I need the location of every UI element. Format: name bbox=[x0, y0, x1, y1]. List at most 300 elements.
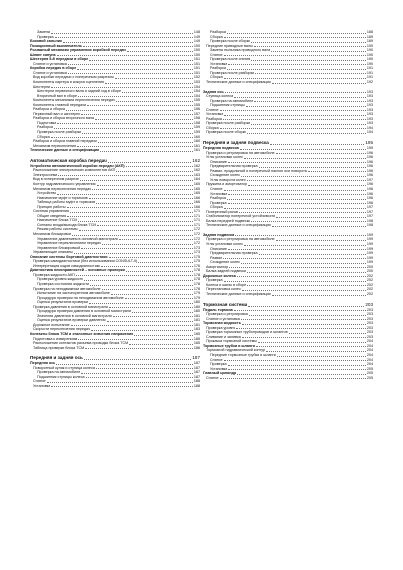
toc-entry-title: Разборка и сборка вторичного вала bbox=[33, 116, 95, 121]
dot-leader bbox=[138, 262, 193, 263]
toc-entry-page: 188 bbox=[366, 30, 373, 34]
toc-entry-page: 199 bbox=[366, 260, 373, 265]
dot-leader bbox=[85, 348, 193, 349]
dot-leader bbox=[247, 133, 365, 134]
dot-leader bbox=[96, 368, 193, 369]
toc-entry-title: Углы поворота колес bbox=[210, 177, 246, 182]
dot-leader bbox=[248, 306, 364, 307]
toc-entry-title: Проверка после снятия bbox=[210, 57, 251, 62]
toc-entry-title: Проверка bbox=[37, 34, 54, 39]
toc-right-column bbox=[203, 30, 373, 380]
toc-entry-page: 165 bbox=[193, 181, 200, 186]
toc-entry-page: 172 bbox=[193, 241, 200, 246]
dot-leader bbox=[57, 55, 193, 56]
toc-entry-title: Проверка и регулировка на автомобиле bbox=[206, 150, 275, 155]
dot-leader bbox=[126, 271, 193, 272]
toc-entry-page: 151 bbox=[193, 66, 200, 71]
toc-entry-title: Проверка тормозных трубопроводов и шлангов bbox=[206, 330, 288, 335]
toc-entry-title: Установка bbox=[206, 112, 224, 117]
toc-entry-title: Передняя и задняя подвеска bbox=[203, 140, 269, 146]
dot-leader bbox=[241, 263, 366, 264]
toc-entry-page: 200 bbox=[366, 264, 373, 269]
dot-leader bbox=[71, 325, 193, 326]
toc-entry-title: Снятие и установка bbox=[33, 61, 67, 66]
dot-leader bbox=[78, 221, 192, 222]
toc-entry-title: Контур гидравлического управления bbox=[33, 181, 96, 186]
dot-leader bbox=[79, 230, 193, 231]
toc-entry-title: Управление давлением в основной магистрали bbox=[37, 236, 119, 241]
toc-entry-page: 187 bbox=[193, 365, 200, 370]
dot-leader bbox=[234, 97, 366, 98]
dot-leader bbox=[51, 386, 192, 387]
toc-entry-page: 196 bbox=[366, 168, 373, 173]
dot-leader bbox=[78, 339, 193, 340]
toc-entry-title: Сливание и заливка bbox=[206, 334, 241, 339]
dot-leader bbox=[51, 137, 193, 138]
toc-entry-title: Схождение колес bbox=[210, 260, 240, 265]
dot-leader bbox=[108, 162, 191, 163]
toc-entry-title: Проверка состояния жидкости bbox=[37, 281, 90, 286]
toc-entry-page: 196 bbox=[366, 200, 373, 205]
toc-entry-title: Стабилизатор поперечной устойчивости bbox=[206, 214, 276, 219]
dot-leader bbox=[82, 133, 193, 134]
toc-entry-title: Контакты блока ТСМ и эталонные значения напряжения bbox=[30, 332, 134, 336]
dot-leader bbox=[271, 51, 366, 52]
toc-entry-page: 186 bbox=[193, 345, 200, 350]
toc-entry-title: Разборка и сборка bbox=[33, 107, 65, 112]
toc-entry-title: Вид в поперечном разрезе bbox=[33, 177, 79, 182]
toc-entry-page: 199 bbox=[366, 237, 373, 242]
dot-leader bbox=[249, 315, 366, 316]
toc-entry-page: 205 bbox=[366, 375, 373, 380]
dot-leader bbox=[227, 33, 366, 34]
toc-entry-page: 204 bbox=[366, 353, 373, 357]
toc-entry-page: 196 bbox=[366, 191, 373, 196]
toc-entry-title: Проверка и регулировка на автомобиле bbox=[206, 237, 275, 242]
toc-entry-title: Компоненты главной передачи bbox=[33, 102, 87, 107]
dot-leader bbox=[97, 225, 192, 226]
toc-entry-page: 155 bbox=[193, 98, 200, 103]
toc-entry-title: Подготовка bbox=[37, 120, 57, 125]
toc-entry-title: Снятие bbox=[210, 52, 223, 57]
toc-entry-page: 153 bbox=[193, 80, 200, 85]
dot-leader bbox=[72, 235, 193, 236]
toc-entry-title: Предварительная проверка bbox=[210, 164, 258, 169]
toc-entry-page: 154 bbox=[193, 93, 200, 98]
toc-entry-title: Устройство автоматической коробки передач (АКП) bbox=[30, 163, 125, 168]
dot-leader bbox=[58, 175, 192, 176]
toc-entry-page: 173 bbox=[193, 250, 200, 255]
dot-leader bbox=[129, 344, 193, 345]
toc-entry-page: 180 bbox=[193, 300, 200, 305]
toc-entry-title: Передние приводные валы bbox=[206, 43, 253, 48]
toc-entry-title: Проверка после сборки bbox=[210, 39, 251, 44]
toc-entry-title: Предварительная проверка bbox=[210, 251, 258, 256]
toc-entry-title: Проверка на автомобиле bbox=[210, 98, 254, 103]
dot-leader bbox=[247, 272, 366, 273]
toc-entry-page: 175 bbox=[193, 259, 200, 264]
toc-entry-page: 202 bbox=[366, 287, 373, 292]
toc-entry-page: 197 bbox=[366, 214, 373, 219]
dot-leader bbox=[111, 294, 193, 295]
dot-leader bbox=[98, 142, 193, 143]
dot-leader bbox=[224, 208, 366, 209]
toc-entry-title: Проверка после сборки bbox=[206, 130, 247, 135]
toc-entry-title: Описание bbox=[210, 246, 227, 251]
toc-entry-page: 196 bbox=[366, 182, 373, 187]
dot-leader bbox=[76, 275, 193, 276]
dot-leader bbox=[132, 312, 193, 313]
dot-leader bbox=[67, 216, 193, 217]
toc-entry-title: Установка bbox=[210, 191, 228, 196]
toc-entry-title: Балка передней подвески bbox=[206, 218, 251, 223]
toc-entry-page: 200 bbox=[366, 269, 373, 274]
toc-entry-page: 163 bbox=[193, 172, 200, 177]
toc-entry-title: Передняя ось bbox=[30, 361, 56, 366]
dot-leader bbox=[55, 37, 193, 38]
dot-leader bbox=[266, 351, 366, 352]
toc-entry-page: 171 bbox=[193, 209, 200, 214]
toc-entry-page: 185 bbox=[193, 336, 200, 341]
toc-entry-title: Сборка bbox=[210, 34, 223, 39]
toc-entry-page: 150 bbox=[193, 43, 200, 48]
toc-entry-page: 199 bbox=[366, 246, 373, 251]
toc-entry-title: Шестерни первичного вала и задний ход в сборе bbox=[37, 89, 122, 94]
toc-entry-page: 179 bbox=[193, 295, 200, 300]
toc-entry-page: 187 bbox=[193, 370, 200, 375]
toc-entry-title: Первичный вал и шестерни bbox=[33, 111, 81, 116]
toc-entry-page: 205 bbox=[366, 371, 373, 376]
toc-entry-page: 202 bbox=[366, 282, 373, 287]
toc-entry-page: 178 bbox=[193, 272, 200, 277]
toc-entry-title: Дорожное испытание bbox=[33, 322, 70, 327]
dot-leader bbox=[105, 83, 193, 84]
toc-entry-title: Оценка результатов проверки bbox=[37, 300, 89, 305]
dot-leader bbox=[258, 342, 366, 343]
dot-leader bbox=[89, 198, 193, 199]
dot-leader bbox=[229, 267, 366, 268]
toc-entry-title: Подшипник ступицы колеса bbox=[37, 374, 85, 379]
toc-entry-page: 181 bbox=[193, 313, 200, 318]
toc-entry-page: 171 bbox=[193, 213, 200, 218]
dot-leader bbox=[227, 69, 366, 70]
dot-leader bbox=[228, 194, 365, 195]
toc-entry-page: 149 bbox=[193, 34, 200, 39]
toc-entry-title: Система управления bbox=[33, 209, 69, 214]
toc-entry-page: 193 bbox=[366, 107, 373, 112]
toc-entry-page: 185 bbox=[193, 341, 200, 346]
dot-leader bbox=[244, 158, 366, 159]
toc-entry-page: 202 bbox=[366, 291, 373, 296]
dot-leader bbox=[113, 316, 193, 317]
toc-entry-title: Устройство bbox=[37, 191, 57, 196]
toc-entry-page: 188 bbox=[193, 379, 200, 384]
toc-entry-page: 178 bbox=[193, 277, 200, 282]
dot-leader bbox=[237, 276, 366, 277]
dot-leader bbox=[228, 64, 365, 65]
toc-entry-page: 178 bbox=[193, 286, 200, 291]
toc-entry-title: Описание bbox=[210, 159, 227, 164]
toc-entry-title: Механизм блокировки bbox=[33, 231, 71, 236]
toc-entry-page: 197 bbox=[366, 177, 373, 182]
toc-entry-page: 194 bbox=[366, 125, 373, 130]
toc-entry-page: 172 bbox=[193, 231, 200, 236]
toc-entry-page: 160 bbox=[193, 134, 200, 139]
toc-entry[interactable] bbox=[203, 376, 373, 381]
toc-entry-page: 194 bbox=[366, 130, 373, 135]
dot-leader bbox=[80, 180, 193, 181]
toc-entry-page: 183 bbox=[193, 327, 200, 332]
dot-leader bbox=[228, 365, 366, 366]
toc-entry-title: Колеса и шины в сборе bbox=[206, 282, 247, 287]
toc-entry-title: Проверка и регулировка bbox=[206, 312, 248, 317]
toc-entry-title: Проверка на автомобиле bbox=[37, 370, 81, 375]
toc-entry-title: Шланг сапуна bbox=[30, 52, 56, 57]
toc-entry-page: 198 bbox=[366, 223, 373, 228]
toc-entry-page: 203 bbox=[366, 316, 373, 321]
dot-leader bbox=[228, 162, 366, 163]
toc-entry-title: Тормозной гидравлический контур bbox=[206, 348, 266, 353]
toc-entry-title: Установка bbox=[33, 383, 51, 388]
toc-entry-title: Сборка bbox=[37, 134, 50, 139]
toc-entry[interactable] bbox=[30, 384, 200, 389]
dot-leader bbox=[228, 203, 366, 204]
dot-leader bbox=[134, 335, 192, 336]
toc-entry-page: 166 bbox=[193, 200, 200, 205]
toc-entry-title: Проверка bbox=[206, 278, 223, 283]
toc-entry-title: Развал bbox=[210, 255, 223, 260]
toc-entry-title: Позиционный выключатель bbox=[30, 43, 82, 48]
dot-leader bbox=[242, 337, 366, 338]
dot-leader bbox=[220, 110, 366, 111]
dot-leader bbox=[246, 106, 366, 107]
toc-entry-title: Проверка самодиагностики (без использования CONSULT-II) bbox=[33, 259, 138, 264]
toc-entry-page: 180 bbox=[193, 304, 200, 309]
toc-entry-title: Коробка передач в сборе bbox=[30, 66, 77, 71]
toc-entry-title: Технические данные и спецификации bbox=[206, 80, 271, 85]
toc-entry-page: 165 bbox=[193, 191, 200, 196]
toc-entry-title: Поперечный рычаг bbox=[206, 209, 239, 214]
toc-entry-title: Ступица колеса bbox=[206, 94, 234, 99]
toc-entry-page: 173 bbox=[193, 245, 200, 250]
toc-entry-title: Замена пыльника приводного вала bbox=[210, 48, 271, 53]
toc-entry-page: 199 bbox=[366, 251, 373, 256]
dot-leader bbox=[272, 83, 366, 84]
toc-entry-title: Технические данные и спецификации bbox=[30, 148, 100, 153]
toc-entry-page: 162 bbox=[192, 157, 200, 163]
toc-entry-page: 196 bbox=[366, 150, 373, 155]
toc-entry-title: Процедура проверки на неподвижном автомобиле bbox=[37, 295, 124, 300]
toc-entry-page: 156 bbox=[193, 107, 200, 112]
dot-leader bbox=[74, 253, 193, 254]
toc-entry-title: Назначение блока ТСМ bbox=[37, 218, 78, 223]
toc-entry-title: Технические данные и спецификации bbox=[206, 291, 271, 296]
toc-entry-page: 193 bbox=[366, 103, 373, 108]
toc-entry-title: Общие сведения bbox=[37, 213, 67, 218]
toc-entry-title: Боковой сальник bbox=[30, 39, 62, 44]
toc-entry-title: Шестерня 5-й передачи в сборе bbox=[30, 57, 89, 62]
toc-entry-title: Поворотный кулак и ступица колеса bbox=[33, 365, 95, 370]
dot-leader bbox=[101, 266, 192, 267]
toc-entry-title: Замена bbox=[37, 30, 50, 34]
toc-entry-page: 191 bbox=[366, 75, 373, 80]
toc-entry-page: 187 bbox=[193, 361, 200, 366]
dot-leader bbox=[109, 257, 193, 258]
toc-entry-page: 178 bbox=[193, 268, 200, 273]
dot-leader bbox=[234, 310, 366, 311]
toc-entry-title: Расположение электрических компонентов АКП bbox=[33, 168, 116, 173]
toc-entry-page: 171 bbox=[193, 222, 200, 227]
toc-entry-title: Передняя и задняя ось bbox=[30, 355, 83, 361]
toc-entry-title: Вид коробки передачи с поперечным разрезом bbox=[33, 75, 114, 80]
toc-entry-title: Пружина и амортизатор bbox=[206, 182, 248, 187]
dot-leader bbox=[84, 359, 191, 360]
toc-entry-title: Проверка после разборки bbox=[210, 70, 255, 75]
toc-entry-page: 180 bbox=[193, 309, 200, 314]
toc-entry-title: Снятие и установка bbox=[206, 316, 240, 321]
toc-entry-title: Снятие bbox=[210, 186, 223, 191]
toc-entry-title: Проверка после разборки bbox=[206, 121, 251, 126]
dot-leader bbox=[276, 217, 366, 218]
dot-leader bbox=[116, 171, 193, 172]
dot-leader bbox=[97, 185, 193, 186]
toc-entry-title: Скорости переключения передач bbox=[33, 327, 90, 332]
toc-entry-page: 187 bbox=[192, 355, 200, 361]
toc-entry-title: Установка bbox=[210, 61, 228, 66]
toc-entry-page: 188 bbox=[193, 383, 200, 388]
dot-leader bbox=[242, 324, 366, 325]
dot-leader bbox=[102, 289, 193, 290]
toc-entry-page: 152 bbox=[193, 75, 200, 80]
toc-entry-title: Компоненты механизма переключения передач bbox=[33, 98, 115, 103]
dot-leader bbox=[289, 333, 366, 334]
dot-leader bbox=[277, 356, 366, 357]
toc-entry-page: 203 bbox=[366, 334, 373, 339]
toc-entry-page: 196 bbox=[366, 164, 373, 169]
toc-entry-page: 175 bbox=[193, 254, 200, 259]
toc-entry-page: 196 bbox=[366, 173, 373, 178]
toc-entry-page: 202 bbox=[366, 273, 373, 278]
dot-leader bbox=[224, 190, 366, 191]
toc-entry-page: 157 bbox=[193, 111, 200, 116]
dot-leader bbox=[254, 46, 366, 47]
toc-entry-page: 199 bbox=[366, 255, 373, 260]
toc-entry-title: Вторичный вал в сборе bbox=[37, 93, 78, 98]
toc-entry-title: Компоненты картера и кожуха сцепления bbox=[33, 80, 105, 85]
dot-leader bbox=[57, 123, 192, 124]
toc-entry-page: 204 bbox=[366, 343, 373, 348]
toc-entry-title: Главный цилиндр bbox=[203, 371, 237, 376]
toc-entry-title: Разборка bbox=[37, 125, 53, 130]
dot-leader bbox=[89, 60, 193, 61]
toc-entry-title: Принцип работы bbox=[37, 204, 66, 209]
toc-entry-page: 159 bbox=[193, 130, 200, 135]
toc-entry-page: 172 bbox=[193, 236, 200, 241]
dot-leader bbox=[70, 212, 193, 213]
dot-leader bbox=[276, 240, 366, 241]
dot-leader bbox=[68, 73, 193, 74]
toc-entry-page: 202 bbox=[366, 278, 373, 283]
toc-entry-title: Проверка bbox=[210, 362, 227, 367]
dot-leader bbox=[89, 303, 193, 304]
toc-entry-page: 204 bbox=[366, 362, 373, 367]
toc-entry-page: 197 bbox=[366, 209, 373, 214]
toc-entry-page: 203 bbox=[366, 321, 373, 326]
dot-leader bbox=[122, 92, 193, 93]
dot-leader bbox=[276, 153, 366, 154]
dot-leader bbox=[81, 373, 193, 374]
toc-entry-page: 164 bbox=[193, 177, 200, 182]
toc-entry-page: 181 bbox=[193, 318, 200, 323]
dot-leader bbox=[247, 285, 366, 286]
dot-leader bbox=[68, 64, 193, 65]
dot-leader bbox=[86, 377, 193, 378]
toc-entry-page: 189 bbox=[366, 39, 373, 44]
toc-entry-page: 190 bbox=[366, 43, 373, 48]
dot-leader bbox=[224, 281, 366, 282]
dot-leader bbox=[96, 203, 193, 204]
dot-leader bbox=[270, 144, 364, 145]
dot-leader bbox=[241, 176, 366, 177]
dot-leader bbox=[116, 101, 193, 102]
toc-entry-page: 176 bbox=[193, 263, 200, 268]
toc-entry-title: Электросхема bbox=[33, 172, 58, 177]
dot-leader bbox=[228, 369, 365, 370]
dot-leader bbox=[83, 46, 193, 47]
dot-leader bbox=[255, 73, 366, 74]
toc-entry-page: 151 bbox=[193, 61, 200, 66]
toc-entry-page: 155 bbox=[193, 102, 200, 107]
toc-entry-title: Подготовка к измерениям bbox=[33, 336, 78, 341]
toc-entry-title: Снятие bbox=[33, 379, 46, 384]
dot-leader bbox=[254, 101, 366, 102]
toc-entry-page: 193 bbox=[366, 94, 373, 99]
toc-entry-page: 197 bbox=[366, 205, 373, 210]
dot-leader bbox=[77, 146, 193, 147]
toc-entry-title: Сборка bbox=[206, 125, 219, 130]
dot-leader bbox=[223, 258, 366, 259]
toc-entry-title: Разборка bbox=[210, 196, 226, 201]
toc-entry-title: Передняя подвеска bbox=[203, 146, 239, 151]
dot-leader bbox=[244, 245, 366, 246]
toc-entry-page: 148 bbox=[193, 30, 200, 34]
dot-leader bbox=[63, 42, 193, 43]
toc-entry-page: 199 bbox=[366, 232, 373, 237]
toc-entry-page: 195 bbox=[365, 140, 373, 146]
toc-entry-page: 154 bbox=[193, 89, 200, 94]
dot-leader bbox=[247, 180, 366, 181]
toc-entry-title: Рычажный механизм управления коробкой передач bbox=[30, 48, 126, 53]
dot-leader bbox=[224, 360, 366, 361]
toc-entry-title: Испытание на застопоренном автомобиле bbox=[37, 291, 110, 296]
toc-entry-page: 196 bbox=[366, 196, 373, 201]
toc-entry-title: Проверка на неподвижном автомобиле bbox=[33, 286, 101, 291]
toc-entry-page: 161 bbox=[193, 143, 200, 148]
toc-entry-title: Управление блокировкой bbox=[37, 245, 81, 250]
toc-left-column bbox=[30, 30, 200, 388]
toc-entry-title: Перестановка колес bbox=[206, 287, 241, 292]
toc-entry-page: 151 bbox=[193, 70, 200, 75]
toc-entry-title: Разборка bbox=[210, 30, 226, 34]
dot-leader bbox=[248, 185, 366, 186]
dot-leader bbox=[119, 239, 192, 240]
dot-leader bbox=[308, 171, 366, 172]
toc-entry-page: 162 bbox=[193, 168, 200, 173]
toc-entry-title: Проверка bbox=[210, 200, 227, 205]
toc-entry-title: Проверка после разборки bbox=[37, 130, 82, 135]
toc-entry-title: Подшипник ступицы bbox=[210, 103, 245, 108]
dot-leader bbox=[224, 37, 366, 38]
